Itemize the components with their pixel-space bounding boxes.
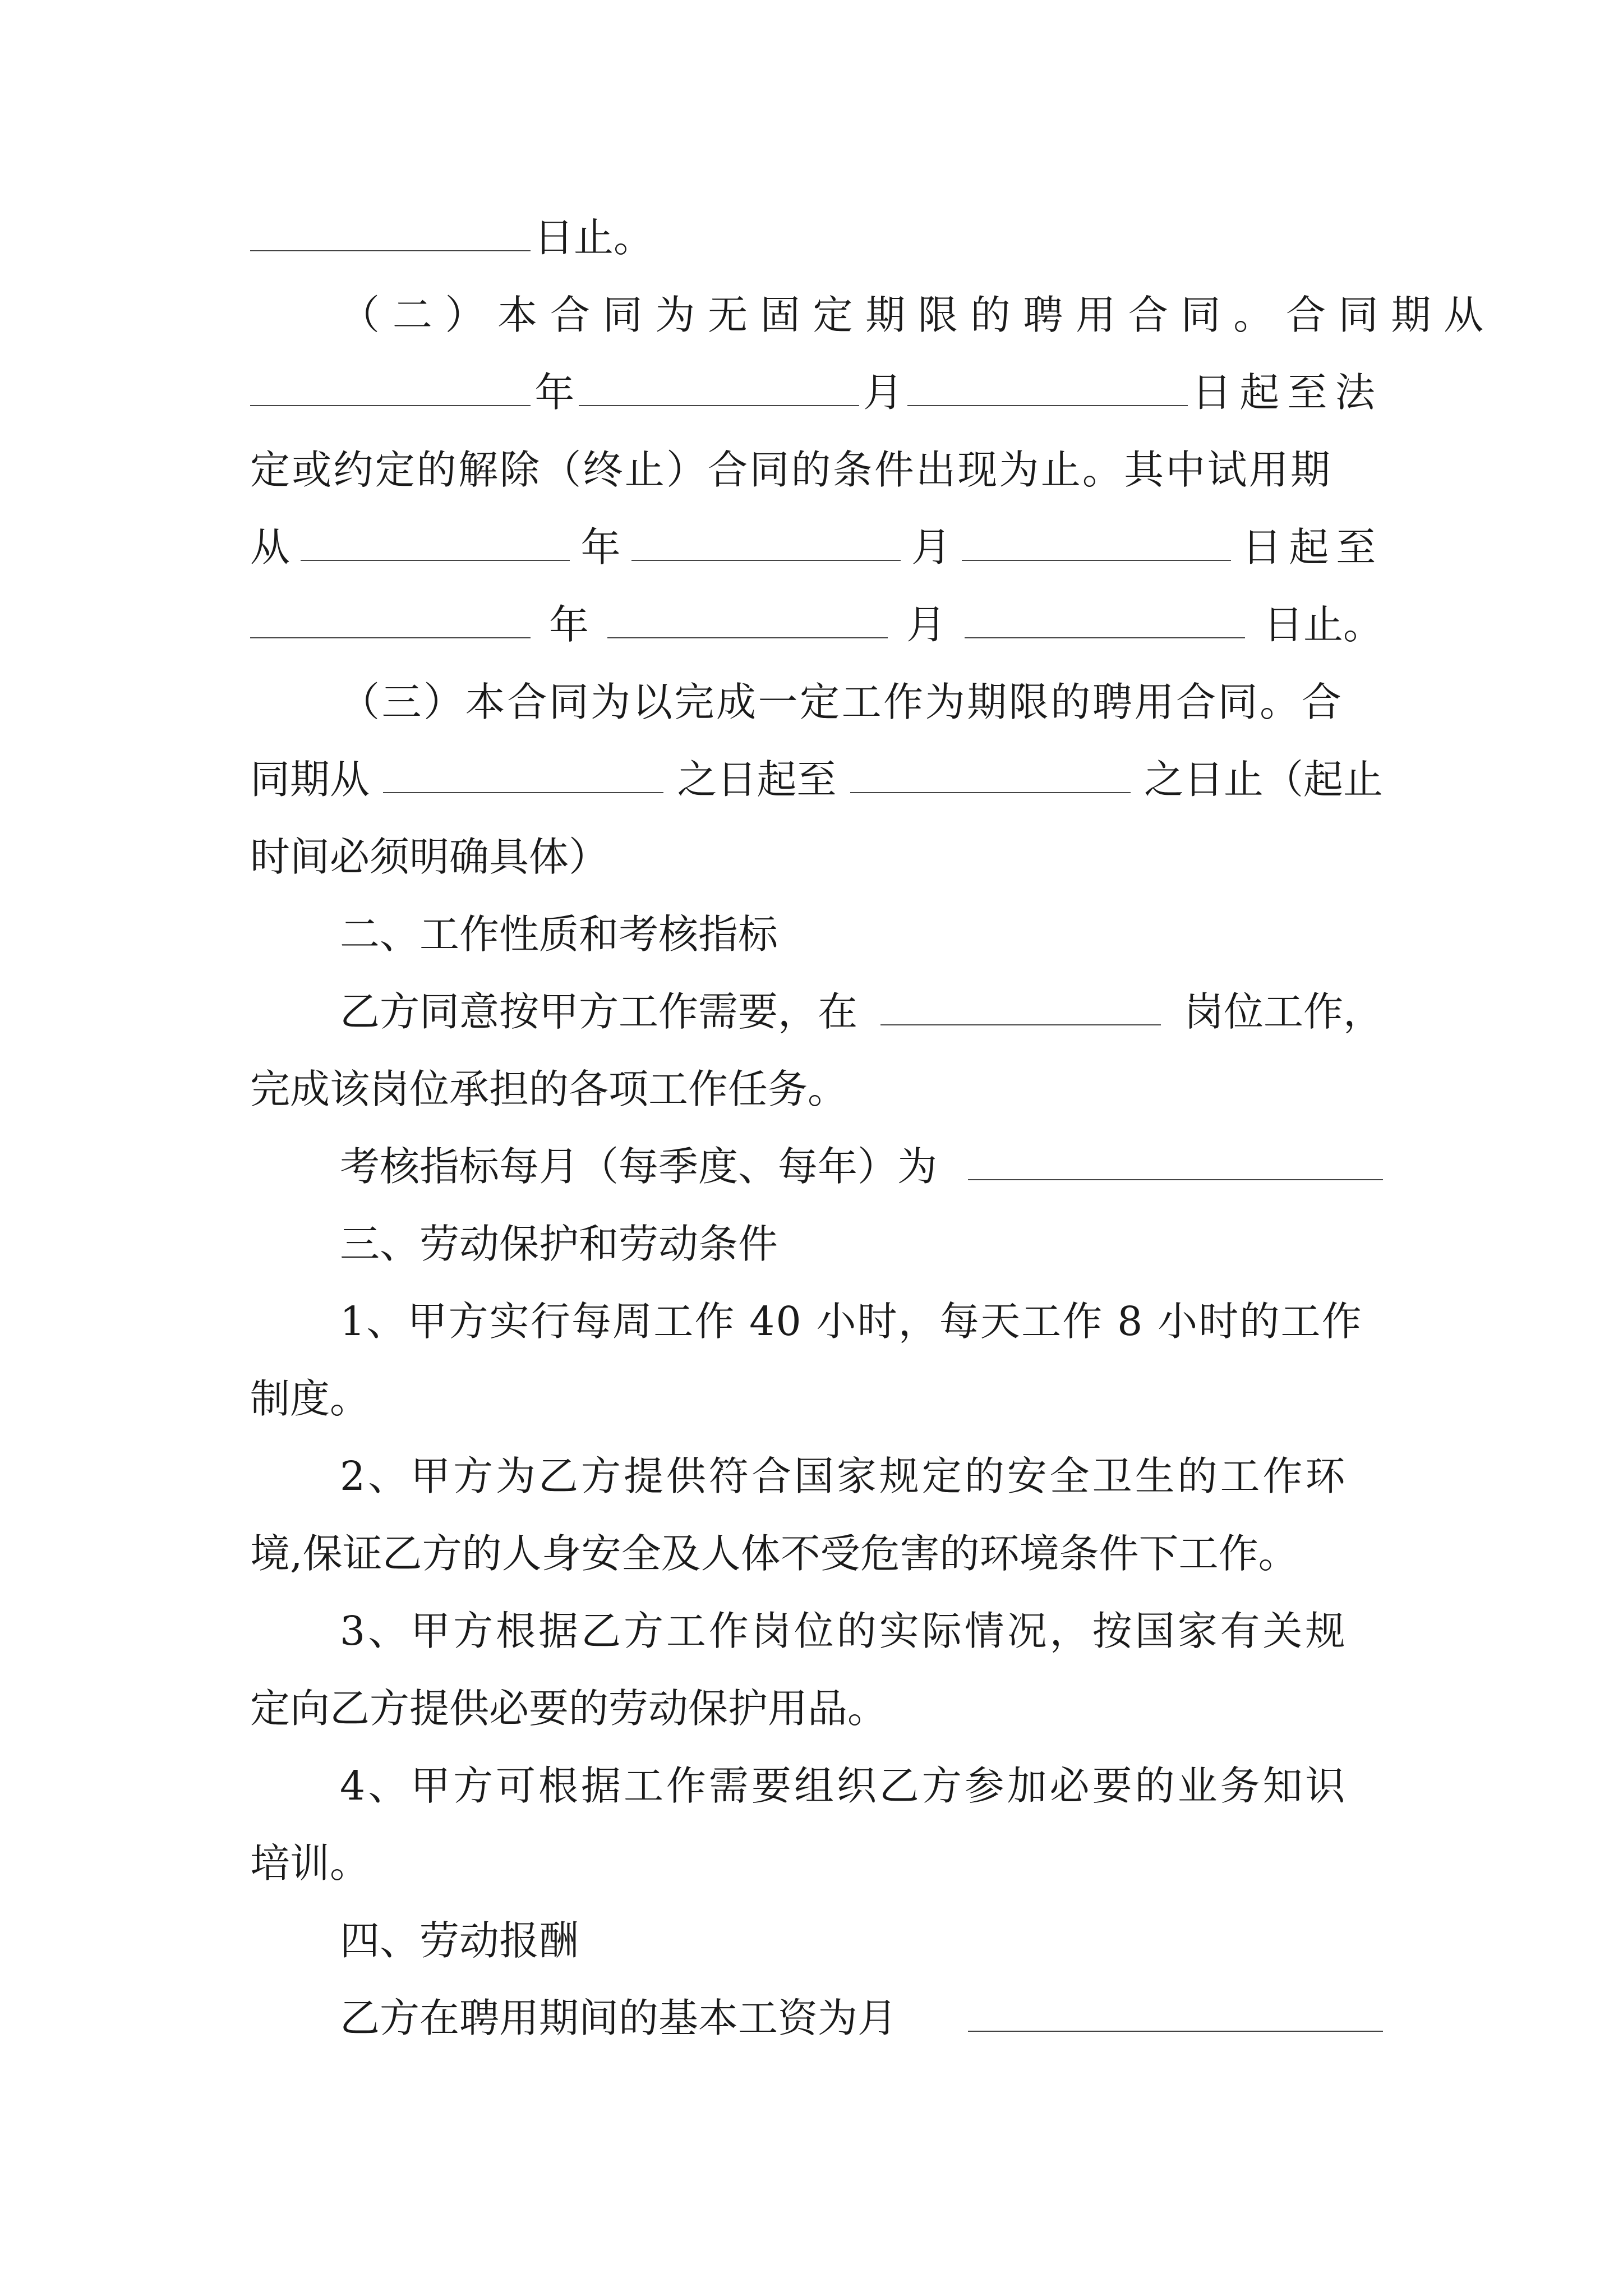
text-segment: 完成该岗位承担的各项工作任务。: [250, 1066, 848, 1112]
fill-blank: [968, 1179, 1383, 1180]
text-line: [250, 1515, 1383, 1592]
text-segment: 三、劳动保护和劳动条件: [340, 1221, 778, 1267]
text-line: [340, 1438, 1383, 1515]
text-segment: 日止。: [534, 214, 654, 261]
fill-blank: [383, 792, 663, 793]
text-segment: 年: [548, 601, 589, 648]
fill-blank: [907, 405, 1188, 406]
text-segment: 制度。: [250, 1375, 370, 1422]
text-line: [250, 431, 1383, 508]
fill-blank: [250, 250, 531, 251]
text-segment: 之日止（起止: [1144, 756, 1383, 803]
text-line: [250, 199, 1383, 276]
text-line: [250, 818, 1383, 895]
text-segment: 乙方同意按甲方工作需要，在: [340, 988, 858, 1035]
text-segment: 时间必须明确具体）: [250, 834, 609, 880]
text-segment: 从: [250, 524, 291, 570]
text-line: [340, 277, 1496, 353]
text-segment: 二、工作性质和考核指标: [340, 911, 778, 958]
fill-blank: [968, 2031, 1383, 2032]
text-segment: 同期从: [250, 756, 370, 803]
text-line: [250, 741, 1383, 818]
text-segment: 乙方在聘用期间的基本工资为月: [340, 1995, 898, 2041]
text-line: [340, 1593, 1383, 1669]
fill-blank: [607, 637, 888, 638]
text-segment: 境,保证乙方的人身安全及人体不受危害的环境条件下工作。: [250, 1530, 1298, 1577]
section-heading: [340, 1902, 1383, 1979]
text-line: [250, 1825, 1383, 1902]
text-segment: 日起至法: [1192, 369, 1383, 416]
text-segment: 定或约定的解除（终止）合同的条件出现为止。其中试用期: [250, 447, 1332, 493]
text-line: [250, 586, 1383, 663]
fill-blank: [631, 560, 901, 561]
section-heading: [340, 1205, 1383, 1282]
fill-blank: [962, 560, 1231, 561]
text-line: [250, 1670, 1383, 1747]
text-segment: 月: [863, 369, 903, 416]
fill-blank: [301, 560, 570, 561]
fill-blank: [850, 792, 1131, 793]
text-line: [340, 664, 1383, 740]
text-segment: 之日起至: [677, 756, 837, 803]
fill-blank: [965, 637, 1245, 638]
text-line: [340, 1128, 1383, 1205]
text-line: [250, 509, 1383, 586]
text-line: [340, 1747, 1383, 1824]
text-segment: 月: [911, 524, 952, 570]
text-segment: 培训。: [250, 1840, 370, 1887]
text-segment: （二）本合同为无固定期限的聘用合同。合同期从: [340, 292, 1496, 338]
text-segment: 4、甲方可根据工作需要组织乙方参加必要的业务知识: [340, 1763, 1348, 1809]
fill-blank: [880, 1024, 1161, 1025]
text-segment: 定向乙方提供必要的劳动保护用品。: [250, 1685, 888, 1732]
text-segment: 年: [534, 369, 575, 416]
text-segment: 月: [906, 601, 946, 648]
text-line: [340, 1283, 1383, 1360]
text-segment: 四、劳动报酬: [340, 1917, 579, 1964]
text-segment: 考核指标每月（每季度、每年）为: [340, 1143, 938, 1190]
section-heading: [340, 896, 1383, 973]
text-segment: 日起至: [1242, 524, 1383, 570]
text-line: [340, 973, 1383, 1050]
text-segment: 日止。: [1263, 601, 1383, 648]
text-line: [250, 1051, 1383, 1128]
text-segment: 2、甲方为乙方提供符合国家规定的安全卫生的工作环: [340, 1453, 1348, 1499]
text-line: [250, 354, 1383, 431]
text-line: [250, 1360, 1383, 1437]
text-line: [340, 1980, 1383, 2056]
text-segment: 岗位工作，: [1183, 988, 1383, 1035]
fill-blank: [250, 405, 531, 406]
fill-blank: [250, 637, 531, 638]
text-segment: 3、甲方根据乙方工作岗位的实际情况，按国家有关规: [340, 1608, 1348, 1654]
fill-blank: [579, 405, 859, 406]
text-segment: （三）本合同为以完成一定工作为期限的聘用合同。合: [340, 679, 1344, 725]
text-segment: 1、甲方实行每周工作 40 小时，每天工作 8 小时的工作: [340, 1298, 1363, 1345]
text-segment: 年: [580, 524, 621, 570]
